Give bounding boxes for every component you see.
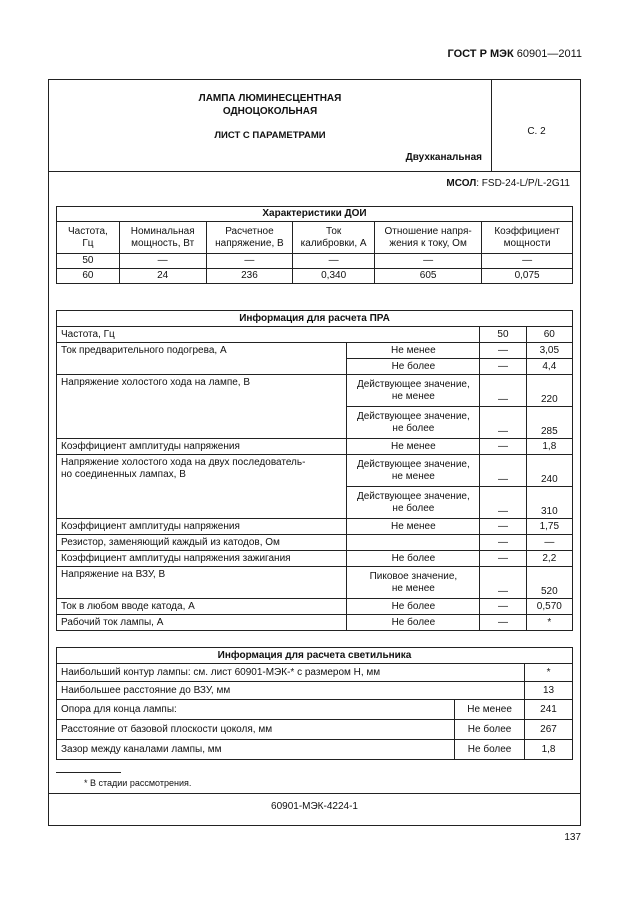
luminaire-row [57, 700, 573, 720]
luminaire-condition: Не менее [455, 700, 525, 720]
pra-value-50: — [480, 375, 526, 407]
doi-header-cell: Коэффициент мощности [482, 222, 573, 254]
doi-cell: 0,340 [293, 269, 375, 284]
luminaire-value: * [525, 664, 573, 682]
luminaire-parameter-name: Зазор между каналами лампы, мм [57, 740, 455, 760]
pra-value-50: — [480, 567, 526, 599]
lamp-kind: Двухканальная [405, 152, 482, 163]
pra-parameter-name: Напряжение холостого хода на лампе, В [57, 375, 347, 439]
luminaire-value: 1,8 [525, 740, 573, 760]
sheet-footer-code: 60901-МЭК-4224-1 [271, 801, 358, 812]
pra-condition: Не более [347, 615, 480, 631]
doi-cell: 0,075 [482, 269, 573, 284]
pra-condition: Действующее значение, не более [347, 487, 480, 519]
sheet-title-line1: ЛАМПА ЛЮМИНЕСЦЕНТНАЯ [198, 93, 342, 104]
pra-value-60: 1,75 [526, 519, 572, 535]
sheet-header [49, 80, 580, 172]
pra-parameter-name: Коэффициент амплитуды напряжения [57, 439, 347, 455]
standard-prefix: ГОСТ Р МЭК [447, 48, 514, 60]
pra-condition: Действующее значение, не менее [347, 375, 480, 407]
pra-value-50: — [480, 407, 526, 439]
pra-value-50: — [480, 359, 526, 375]
doi-header-cell: Частота, Гц [57, 222, 120, 254]
pra-value-50: — [480, 439, 526, 455]
pra-condition: Пиковое значение, не менее [347, 567, 480, 599]
footer-divider [48, 793, 581, 794]
pra-value-50: — [480, 615, 526, 631]
pra-parameter-name: Ток в любом вводе катода, А [57, 599, 347, 615]
pra-value-60: 310 [526, 487, 572, 519]
pra-parameter-name: Резистор, заменяющий каждый из катодов, Ом [57, 535, 347, 551]
doi-row [57, 269, 573, 284]
pra-table [56, 310, 573, 631]
pra-title: Информация для расчета ПРА [57, 311, 573, 327]
document-code [447, 48, 582, 60]
doi-cell: 24 [119, 269, 206, 284]
luminaire-value: 241 [525, 700, 573, 720]
pra-condition: Действующее значение, не более [347, 407, 480, 439]
doi-cell: 50 [57, 254, 120, 269]
pra-parameter-name: Ток предварительного подогрева, А [57, 343, 347, 375]
pra-condition: Не более [347, 599, 480, 615]
pra-condition: Не более [347, 551, 480, 567]
pra-parameter-name: Напряжение холостого хода на двух последователь- но соединенных лампах, В [57, 455, 347, 519]
pra-condition: Не менее [347, 343, 480, 359]
pra-value-50: — [480, 519, 526, 535]
pra-value-60: 1,8 [526, 439, 572, 455]
pra-value-60: * [526, 615, 572, 631]
pra-row [57, 375, 573, 407]
pra-value-60: 240 [526, 455, 572, 487]
pra-value-60: 2,2 [526, 551, 572, 567]
pra-value-60: — [526, 535, 572, 551]
page-ref: С. 2 [527, 126, 546, 137]
sheet-title-line2: ОДНОЦОКОЛЬНАЯ [222, 106, 318, 117]
pra-parameter-name: Коэффициент амплитуды напряжения зажигания [57, 551, 347, 567]
doi-cell: 605 [375, 269, 482, 284]
pra-condition: Действующее значение, не менее [347, 455, 480, 487]
doi-header-cell: Номинальная мощность, Вт [119, 222, 206, 254]
doi-cell: — [119, 254, 206, 269]
pra-condition: Не более [347, 359, 480, 375]
luminaire-parameter-name: Расстояние от базовой плоскости цоколя, мм [57, 720, 455, 740]
doi-cell: — [293, 254, 375, 269]
pra-value-50: — [480, 535, 526, 551]
doi-cell: 236 [206, 269, 293, 284]
doi-cell: — [482, 254, 573, 269]
pra-condition: Не менее [347, 519, 480, 535]
pra-condition [347, 535, 480, 551]
pra-row [57, 599, 573, 615]
pra-row [57, 455, 573, 487]
luminaire-row [57, 740, 573, 760]
footnote-divider [56, 772, 121, 773]
pra-value-60: 520 [526, 567, 572, 599]
pra-value-60: 0,570 [526, 599, 572, 615]
pra-parameter-name: Рабочий ток лампы, А [57, 615, 347, 631]
page-number: 137 [564, 832, 581, 843]
sheet-subtitle: ЛИСТ С ПАРАМЕТРАМИ [214, 130, 326, 141]
luminaire-condition: Не более [455, 720, 525, 740]
luminaire-parameter-name: Наибольший контур лампы: см. лист 60901-МЭК-* с размером H, мм [57, 664, 525, 682]
luminaire-title: Информация для расчета светильника [57, 648, 573, 664]
pra-row [57, 551, 573, 567]
msol-value: : FSD-24-L/P/L-2G11 [476, 178, 570, 189]
pra-value-60: 285 [526, 407, 572, 439]
page-ref-cell [491, 80, 581, 171]
pra-row [57, 567, 573, 599]
luminaire-table [56, 647, 573, 760]
pra-value-60: 220 [526, 375, 572, 407]
pra-parameter-name: Напряжение на ВЗУ, В [57, 567, 347, 599]
doi-header-cell: Ток калибровки, А [293, 222, 375, 254]
pra-row [57, 519, 573, 535]
doi-header-cell: Расчетное напряжение, В [206, 222, 293, 254]
pra-freq-label: Частота, Гц [57, 327, 480, 343]
pra-row [57, 439, 573, 455]
pra-value-60: 4,4 [526, 359, 572, 375]
luminaire-row [57, 682, 573, 700]
doi-cell: — [375, 254, 482, 269]
luminaire-parameter-name: Опора для конца лампы: [57, 700, 455, 720]
luminaire-parameter-name: Наибольшее расстояние до ВЗУ, мм [57, 682, 525, 700]
doi-cell: 60 [57, 269, 120, 284]
pra-freq-50: 50 [480, 327, 526, 343]
pra-value-50: — [480, 599, 526, 615]
pra-value-50: — [480, 551, 526, 567]
pra-freq-60: 60 [526, 327, 572, 343]
doi-table [56, 206, 573, 284]
pra-row [57, 615, 573, 631]
standard-number: 60901—2011 [516, 48, 582, 60]
luminaire-row [57, 664, 573, 682]
pra-row [57, 535, 573, 551]
msol-label: МСОЛ [446, 178, 477, 189]
pra-parameter-name: Коэффициент амплитуды напряжения [57, 519, 347, 535]
msol-designation [446, 178, 570, 189]
doi-header-cell: Отношение напря- жения к току, Ом [375, 222, 482, 254]
pra-value-50: — [480, 455, 526, 487]
pra-condition: Не менее [347, 439, 480, 455]
pra-value-50: — [480, 487, 526, 519]
luminaire-value: 13 [525, 682, 573, 700]
doi-row [57, 254, 573, 269]
footnote: * В стадии рассмотрения. [84, 778, 192, 788]
doi-title: Характеристики ДОИ [57, 207, 573, 222]
luminaire-value: 267 [525, 720, 573, 740]
pra-value-60: 3,05 [526, 343, 572, 359]
luminaire-condition: Не более [455, 740, 525, 760]
pra-value-50: — [480, 343, 526, 359]
pra-row [57, 343, 573, 359]
doi-cell: — [206, 254, 293, 269]
luminaire-row [57, 720, 573, 740]
